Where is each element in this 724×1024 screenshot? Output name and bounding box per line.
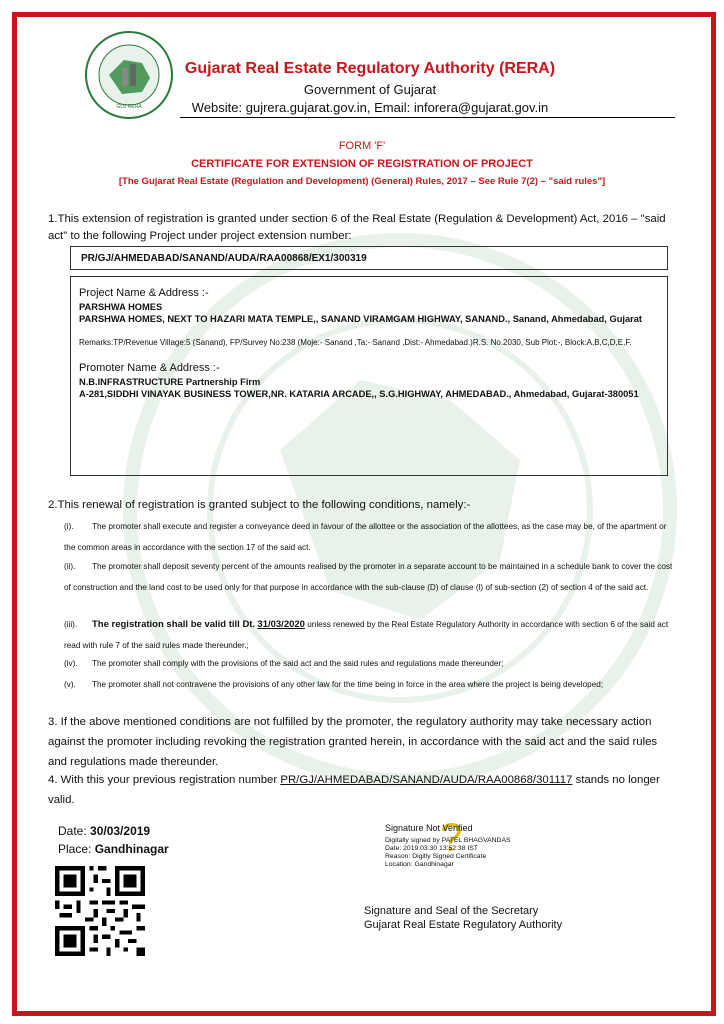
project-label: Project Name & Address :-: [79, 287, 209, 299]
paragraph-1: 1.This extension of registration is granted under section 6 of the Real Estate (Regulation & Development) Act, 2016 – "said act" to the following Project under project extension number:: [48, 213, 666, 242]
date-value: 30/03/2019: [90, 824, 151, 838]
header-divider: [180, 117, 675, 118]
condition-text: The promoter shall comply with the provisions of the said act and the said rules and regulations made thereunder;: [92, 659, 504, 668]
condition-text: unless renewed by the Real Estate Regulatory Authority in accordance with section 6 of the said act read with rule 7 of the said rules made thereunder.;: [64, 620, 669, 650]
date-row: [58, 824, 150, 838]
condition-text: The promoter shall execute and register a conveyance deed in favour of the allottee or the association of the allottees, as the case may be, of the apartment or the common areas in accordance with the section 17 of the said act.: [64, 522, 667, 552]
signature-reason: Reason: Digitly Signed Certificate: [385, 853, 487, 860]
signature-location: Location: Gandhinagar: [385, 861, 454, 868]
paragraph-3: 3. If the above mentioned conditions are not fulfilled by the promoter, the regulatory authority may take necessary action against the promoter including revoking the registration granted herein, in accordance with the said act and the said rules and regulations made thereunder.: [48, 716, 658, 768]
previous-registration-number: PR/GJ/AHMEDABAD/SANAND/AUDA/RAA00868/301117: [280, 774, 573, 786]
signature-details: [385, 837, 511, 869]
date-label: Date:: [58, 824, 87, 838]
place-value: Gandhinagar: [94, 842, 169, 856]
paragraph-4-end: stands no longer valid.: [48, 774, 660, 806]
paragraph-2: 2.This renewal of registration is granted subject to the following conditions, namely:-: [48, 499, 471, 511]
website-line: Website: gujrera.gujarat.gov.in, Email: inforera@gujarat.gov.in: [191, 100, 549, 115]
promoter-name: N.B.INFRASTRUCTURE Partnership Firm: [79, 377, 261, 387]
qr-code: [55, 866, 145, 956]
condition-5: [64, 674, 678, 695]
validity-label: The registration shall be valid till Dt.: [92, 619, 256, 630]
paragraph-4-start: 4. With this your previous registration number: [48, 774, 281, 786]
project-address: PARSHWA HOMES, NEXT TO HAZARI MATA TEMPLE,, SANAND VIRAMGAM HIGHWAY, SANAND., Sanand, Ahmedabad, Gujarat: [79, 314, 643, 324]
condition-number: (iv).: [64, 659, 78, 668]
condition-3: [64, 614, 678, 656]
promoter-label: Promoter Name & Address :-: [79, 362, 220, 374]
place-label: Place:: [58, 842, 92, 856]
condition-text: The promoter shall not contravene the provisions of any other law for the time being in force in the area where the project is being developed;: [92, 680, 604, 689]
promoter-address: A-281,SIDDHI VINAYAK BUSINESS TOWER,NR. KATARIA ARCADE,, S.G.HIGHWAY, AHMEDABAD., Ahmedabad, Gujarat-380051: [79, 389, 639, 399]
seal-line-1: Signature and Seal of the Secretary: [364, 905, 539, 917]
certificate-subtitle: [The Gujarat Real Estate (Regulation and Development) (General) Rules, 2017 – See Rule 7(2) – "said rules"]: [118, 176, 606, 187]
project-details-box: [70, 276, 668, 476]
signature-check-icon: ?: [440, 816, 463, 860]
authority-title: Gujarat Real Estate Regulatory Authority (RERA): [184, 60, 556, 77]
form-name: FORM 'F': [338, 140, 386, 152]
svg-text:GUJ RERA: GUJ RERA: [116, 104, 142, 110]
paragraph-4: [48, 770, 678, 810]
place-row: [58, 842, 169, 856]
condition-number: (iii).: [64, 620, 78, 629]
rera-logo: [84, 30, 174, 120]
government-line: Government of Gujarat: [303, 82, 437, 97]
condition-number: (i).: [64, 522, 74, 531]
project-remarks: Remarks:TP/Revenue Village:5 (Sanand), FP/Survey No:238 (Moje:- Sanand ,Ta:- Sanand ,Dist:- Ahmedabad.)R.S. No.2030, Sub Plot:-, Block:A,B,C,D,E,F.: [79, 338, 632, 347]
condition-text: The promoter shall deposit seventy percent of the amounts realised by the promoter in a separate account to be maintained in a schedule bank to cover the cost of construction and the land cost to be used only for that purpose in accordance with the sub-clause (D) of clause (l) of sub-section (2) of section 4 of the said act.: [64, 562, 673, 592]
condition-number: (v).: [64, 680, 76, 689]
condition-1: [64, 516, 678, 558]
condition-2: [64, 556, 678, 598]
seal-line-2: Gujarat Real Estate Regulatory Authority: [364, 919, 563, 931]
certificate-title: CERTIFICATE FOR EXTENSION OF REGISTRATION OF PROJECT: [191, 158, 533, 170]
condition-number: (ii).: [64, 562, 76, 571]
registration-number-box: [70, 246, 668, 270]
validity-date: 31/03/2020: [257, 619, 305, 630]
signature-signer: Digitally signed by PATEL BHAGVANDAS: [385, 837, 511, 844]
project-name: PARSHWA HOMES: [79, 302, 163, 312]
signature-status: Signature Not Verified: [385, 823, 473, 833]
registration-number: PR/GJ/AHMEDABAD/SANAND/AUDA/RAA00868/EX1/300319: [81, 253, 367, 264]
condition-4: [64, 653, 678, 674]
signature-date: Date: 2019.03.30 13:52:38 IST: [385, 845, 478, 852]
